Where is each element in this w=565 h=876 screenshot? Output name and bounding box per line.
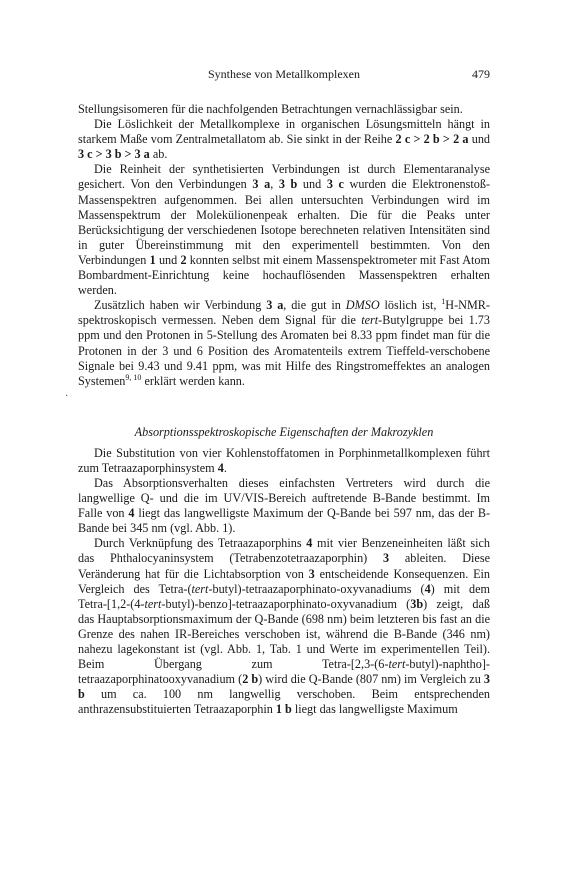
solvent-name: DMSO [345,298,380,313]
compound-ref: 4 [424,581,431,596]
running-title: Synthese von Metallkomplexen [208,67,360,81]
paragraph-5 [78,446,490,476]
p6-text: liegt das langwelligste Maximum der Q-Bande bei 597 nm, das der B-Bande bei 345 nm (vgl. Abb. 1). [78,506,491,536]
p7-text: ableiten. Diese Veränderung hat für die Lichtabsorption von [78,551,490,581]
p7-text: ) zeigt, daß das Hauptabsorptionsmaximum der Q-Bande (698 nm) beim letzteren bis fast an die Grenze des nahen IR-Bereiches verschoben ist, während die B-Bande (346 nm) nahezu lagekonstant ist (vgl. Abb. 1, Tab. 1 und Werte im experimentellen Teil). Beim Übergang zum Tetra-[2,3-(6- [78,596,490,672]
p7-text: ) mit dem Tetra-[1,2-(4- [78,581,490,611]
compound-ref: 2 [180,252,187,267]
tert-prefix: tert [144,596,162,611]
reference-superscript: 9, 10 [125,372,142,382]
p3-text: wurden die Elektronenstoß-Massenspektren aufgenommen. Bei allen untersuchten Verbindungen wird im Massenspektrum der Molekülionenpeak erhalten. Die für die Peaks unter Berücksichtigung der verschiedenen Isotope berechneten relativen Intensitäten sind in guter Übereinstimmung mit den experimentell bestimmten. Von den Verbindungen [78,177,491,267]
p7-text: ) wird die Q-Bande (807 nm) im Vergleich zu [258,672,484,687]
compound-ref: 3 [383,551,390,566]
tert-prefix: tert [361,313,379,328]
compound-ref: 3 b [278,177,298,192]
p2-text: Die Löslichkeit der Metallkomplexe in organischen Lösungsmitteln hängt in starkem Maße vom Zentralmetallatom ab. Sie sinkt in der Reihe [78,117,490,147]
p5-text: . [223,460,227,475]
p3-text: konnten selbst mit einem Massenspektrometer mit Fast Atom Bombardment-Einrichtung keine hochauflösenden Massenspektren erhalten werden. [78,252,490,298]
page [78,66,490,717]
p4-text: -Butylgruppe bei 1.73 ppm und den Protonen in 5-Stellung des Aromaten bei 8.33 ppm findet man für die Protonen in der 3 und 6 Position des Aromatenteils extrem Tieffeld-verschobene Signale bei 9.43 und 9.41 ppm, was mit Hilfe des Ringstromeffektes an analogen Systemen [78,313,490,388]
p7-text: -butyl)-benzo]-tetraazaporphinato-oxyvanadium ( [161,596,411,611]
p3-text: und [155,252,181,267]
p3-text: und [297,177,327,192]
p7-text: Durch Verknüpfung des Tetraazaporphins [94,536,307,551]
p4-text: , die gut in [283,298,346,313]
p7-text: liegt das langwelligste Maximum [291,702,458,717]
p6-text: Das Absorptionsverhalten dieses einfachsten Vertreters wird durch die langwellige Q- und die im UV/VIS-Bereich auftretende B-Bande bestimmt. Im Falle von [78,475,490,521]
compound-ref: 4 [128,506,135,521]
p7-text: um ca. 100 nm langwellig verschoben. Beim entsprechenden anthrazensubstituierten Tetraazaporphin [78,687,490,717]
p2-text: und [468,132,491,147]
compound-ref: 3 c [326,177,344,192]
compound-ref: 3 b [78,672,490,702]
p5-text: Die Substitution von vier Kohlenstoffatomen in Porphinmetallkomplexen führt zum Tetraazaporphinsystem [78,445,490,475]
paragraph-6 [78,476,490,536]
p1-text: Stellungsisomeren für die nachfolgenden Betrachtungen vernachlässigbar sein. [78,102,463,116]
tert-prefix: tert [388,657,406,672]
compound-series: 3 c > 3 b > 3 a [78,147,150,162]
compound-ref: 1 b [275,702,292,717]
compound-ref: 3b [410,596,424,611]
p3-text: Die Reinheit der synthetisierten Verbindungen ist durch Elementaranalyse gesichert. Von den Verbindungen [78,162,490,192]
p2-text: ab. [149,147,168,162]
compound-ref: 4 [217,460,224,475]
section-heading: Absorptionsspektroskopische Eigenschaften der Makrozyklen [134,424,434,439]
compound-ref: 2 b [242,672,259,687]
p4-text: löslich ist, [379,298,442,313]
paragraph-1 [78,102,490,117]
isotope-superscript: 1 [441,297,446,307]
paragraph-7 [78,536,490,717]
compound-ref: 3 a [266,298,284,313]
paragraph-2 [78,117,490,162]
p7-text: -butyl)-naphtho]-tetraazaporphinatooxyvanadium ( [78,657,490,687]
p4-text: H-NMR-spektroskopisch vermessen. Neben dem Signal für die [78,298,490,328]
compound-series: 2 c > 2 b > 2 a [395,132,469,147]
compound-ref: 3 a [252,177,271,192]
p7-text: entscheidende Konsequenzen. Ein Vergleich des Tetra-( [78,566,490,596]
p3-text: , [270,177,279,192]
p4-text: erklärt werden kann. [141,373,245,388]
compound-ref: 1 [149,252,156,267]
page-header [78,66,490,82]
body-text [78,102,490,717]
paragraph-4 [78,298,490,389]
p7-text: mit vier Benzeneinheiten läßt sich das Phthalocyaninsystem (Tetrabenzotetraazaporphin) [78,536,490,566]
p7-text: -butyl)-tetraazaporphinato-oxyvanadiums ( [208,581,425,596]
compound-ref: 3 [308,566,315,581]
compound-ref: 4 [306,536,313,551]
page-number: 479 [472,67,490,81]
tert-prefix: tert [191,581,209,596]
p4-text: Zusätzlich haben wir Verbindung [94,298,267,313]
paragraph-3 [78,162,490,298]
margin-mark: · [65,391,69,402]
